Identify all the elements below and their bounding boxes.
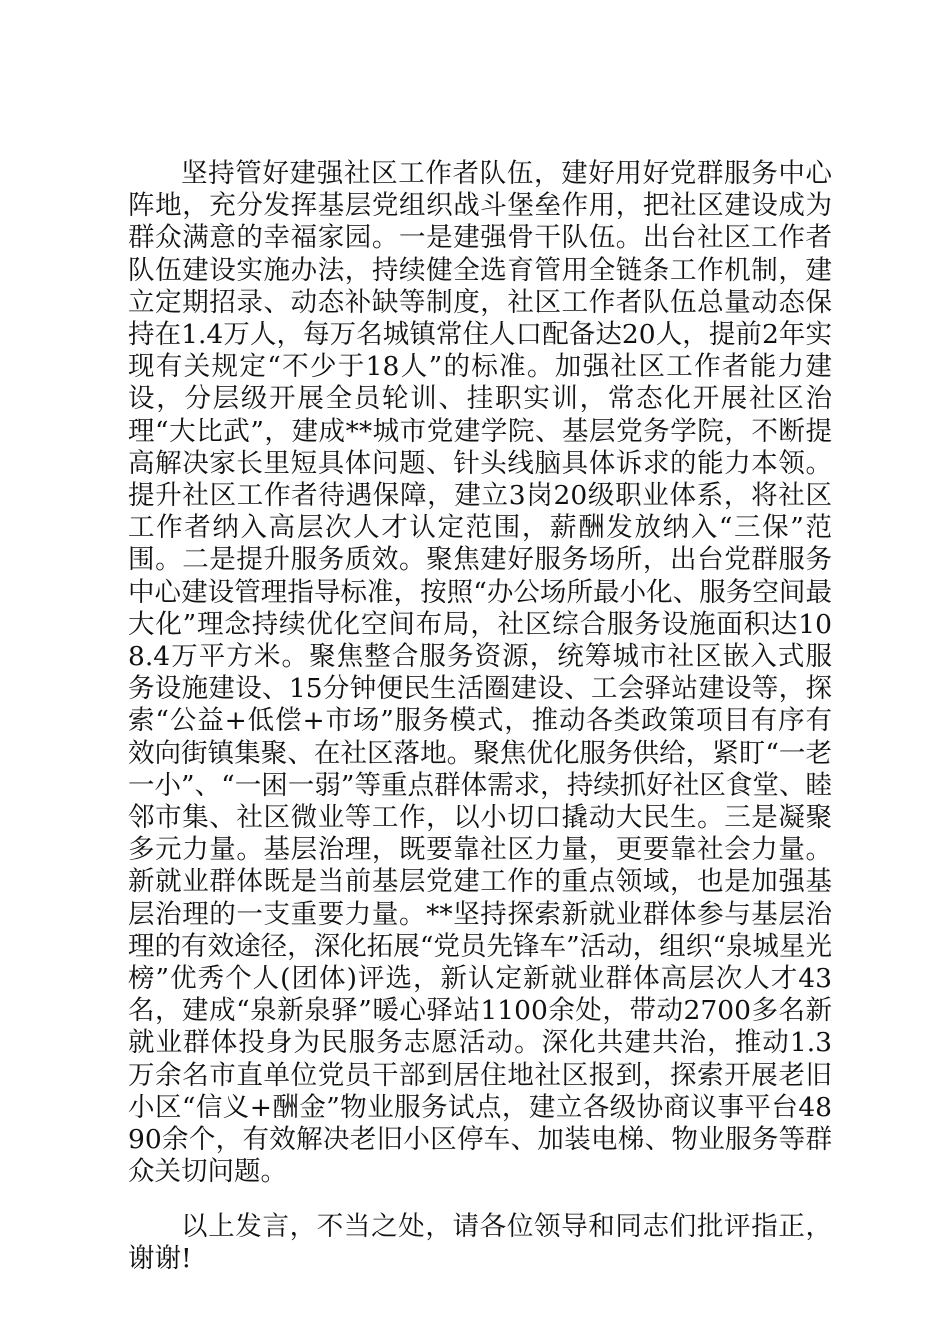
closing-paragraph: 以上发言，不当之处，请各位领导和同志们批评指正，谢谢! (128, 1210, 832, 1274)
body-paragraph: 坚持管好建强社区工作者队伍，建好用好党群服务中心阵地，充分发挥基层党组织战斗堡垒作用，把社区建设成为群众满意的幸福家园。一是建强骨干队伍。出台社区工作者队伍建设实施办法，持续健全选育管用全链条工作机制，建立定期招录、动态补缺等制度，社区工作者队伍总量动态保持在1.4万人，每万名城镇常住人口配备达20人，提前2年实现有关规定“不少于18人”的标准。加强社区工作者能力建设，分层级开展全员轮训、挂职实训，常态化开展社区治理“大比武”，建成**城市党建学院、基层党务学院，不断提高解决家长里短具体问题、针头线脑具体诉求的能力本领。提升社区工作者待遇保障，建立3岗20级职业体系，将社区工作者纳入高层次人才认定范围，薪酬发放纳入“三保”范围。二是提升服务质效。聚焦建好服务场所，出台党群服务中心建设管理指导标准，按照“办公场所最小化、服务空间最大化”理念持续优化空间布局，社区综合服务设施面积达108.4万平方米。聚焦整合服务资源，统筹城市社区嵌入式服务设施建设、15分钟便民生活圈建设、工会驿站建设等，探索“公益+低偿+市场”服务模式，推动各类政策项目有序有效向街镇集聚、在社区落地。聚焦优化服务供给，紧盯“一老一小”、“一困一弱”等重点群体需求，持续抓好社区食堂、睦邻市集、社区微业等工作，以小切口撬动大民生。三是凝聚多元力量。基层治理，既要靠社区力量，更要靠社会力量。新就业群体既是当前基层党建工作的重点领域，也是加强基层治理的一支重要力量。**坚持探索新就业群体参与基层治理的有效途径，深化拓展“党员先锋车”活动，组织“泉城星光榜”优秀个人(团体)评选，新认定新就业群体高层次人才43名，建成“泉新泉驿”暖心驿站1100余处，带动2700多名新就业群体投身为民服务志愿活动。深化共建共治，推动1.3万余名市直单位党员干部到居住地社区报到，探索开展老旧小区“信义+酬金”物业服务试点，建立各级协商议事平台4890余个，有效解决老旧小区停车、加装电梯、物业服务等群众关切问题。 (128, 158, 832, 1188)
document-body (128, 158, 832, 1275)
